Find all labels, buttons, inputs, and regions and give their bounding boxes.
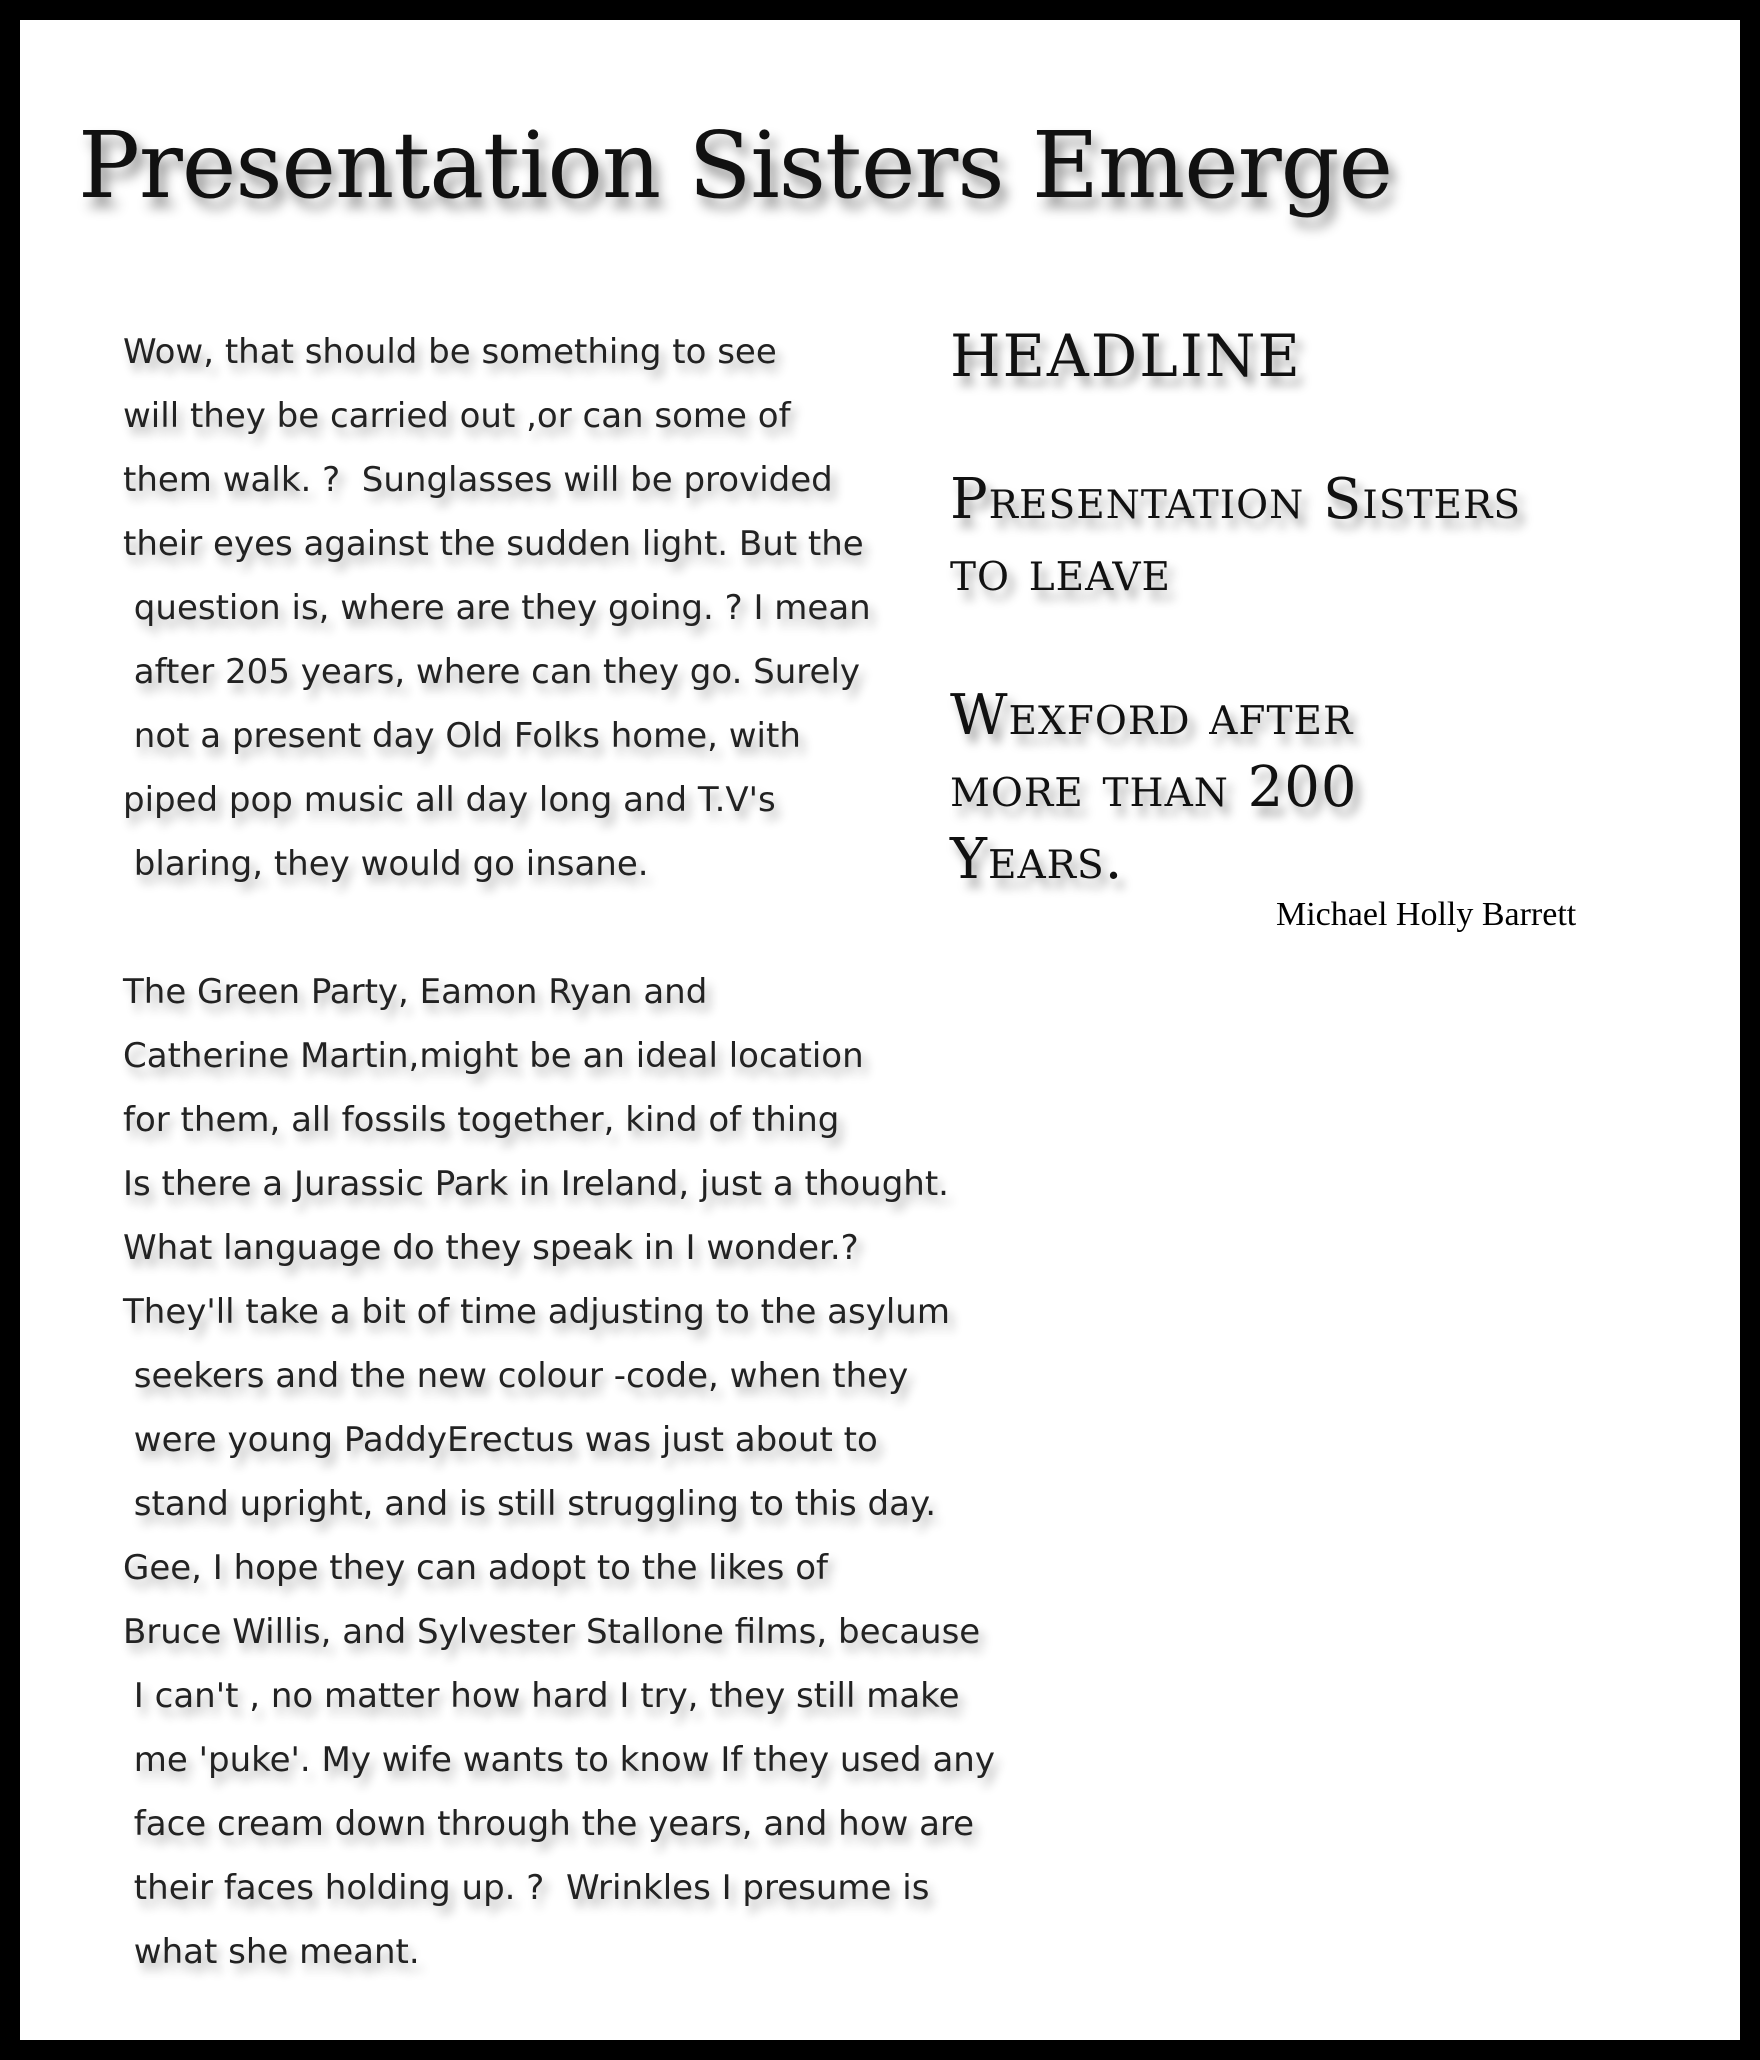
text-line: The Green Party, Eamon Ryan and	[123, 972, 708, 1012]
text-line: face cream down through the years, and how are	[123, 1804, 975, 1844]
text-line: blaring, they would go insane.	[123, 844, 649, 884]
text-line: not a present day Old Folks home, with	[123, 716, 801, 756]
text-line: me 'puke'. My wife wants to know If they used any	[123, 1740, 995, 1780]
text-line: What language do they speak in I wonder.?	[123, 1228, 859, 1268]
text-line: Is there a Jurassic Park in Ireland, just a thought.	[123, 1164, 949, 1204]
paragraph-gap	[123, 896, 1003, 960]
paragraph-1	[123, 320, 1003, 896]
headline-column	[950, 320, 1690, 896]
text-line: for them, all fossils together, kind of thing	[123, 1100, 840, 1140]
text-line: stand upright, and is still struggling to this day.	[123, 1484, 937, 1524]
text-line: I can't , no matter how hard I try, they still make	[123, 1676, 960, 1716]
headline-block-2	[950, 680, 1690, 896]
text-line: Gee, I hope they can adopt to the likes of	[123, 1548, 828, 1588]
text-line: Wow, that should be something to see	[123, 332, 777, 372]
page	[20, 20, 1740, 2040]
text-line: what she meant.	[123, 1932, 420, 1972]
text-line: their faces holding up. ? Wrinkles I presume is	[123, 1868, 930, 1908]
page-title: Presentation Sisters Emerge	[78, 112, 1393, 219]
paragraph-2	[123, 960, 1003, 1984]
headline-line: more than 200	[950, 755, 1358, 820]
article-body	[123, 320, 1003, 1984]
text-line: piped pop music all day long and T.V's	[123, 780, 776, 820]
text-line: them walk. ? Sunglasses will be provided	[123, 460, 833, 500]
author-byline: Michael Holly Barrett	[1276, 896, 1577, 933]
headline-block-1	[950, 464, 1690, 608]
text-line: after 205 years, where can they go. Surely	[123, 652, 861, 692]
text-line: question is, where are they going. ? I mean	[123, 588, 871, 628]
text-line: were young PaddyErectus was just about to	[123, 1420, 878, 1460]
headline-line: Years.	[950, 827, 1124, 892]
headline-line: to leave	[950, 539, 1172, 604]
text-line: their eyes against the sudden light. But the	[123, 524, 864, 564]
text-line: They'll take a bit of time adjusting to the asylum	[123, 1292, 950, 1332]
headline-line: Wexford after	[950, 683, 1354, 748]
headline-label: HEADLINE	[950, 322, 1302, 390]
text-line: Catherine Martin,might be an ideal location	[123, 1036, 864, 1076]
text-line: will they be carried out ,or can some of	[123, 396, 791, 436]
text-line: seekers and the new colour -code, when they	[123, 1356, 909, 1396]
headline-line: Presentation Sisters	[950, 467, 1522, 532]
text-line: Bruce Willis, and Sylvester Stallone films, because	[123, 1612, 981, 1652]
